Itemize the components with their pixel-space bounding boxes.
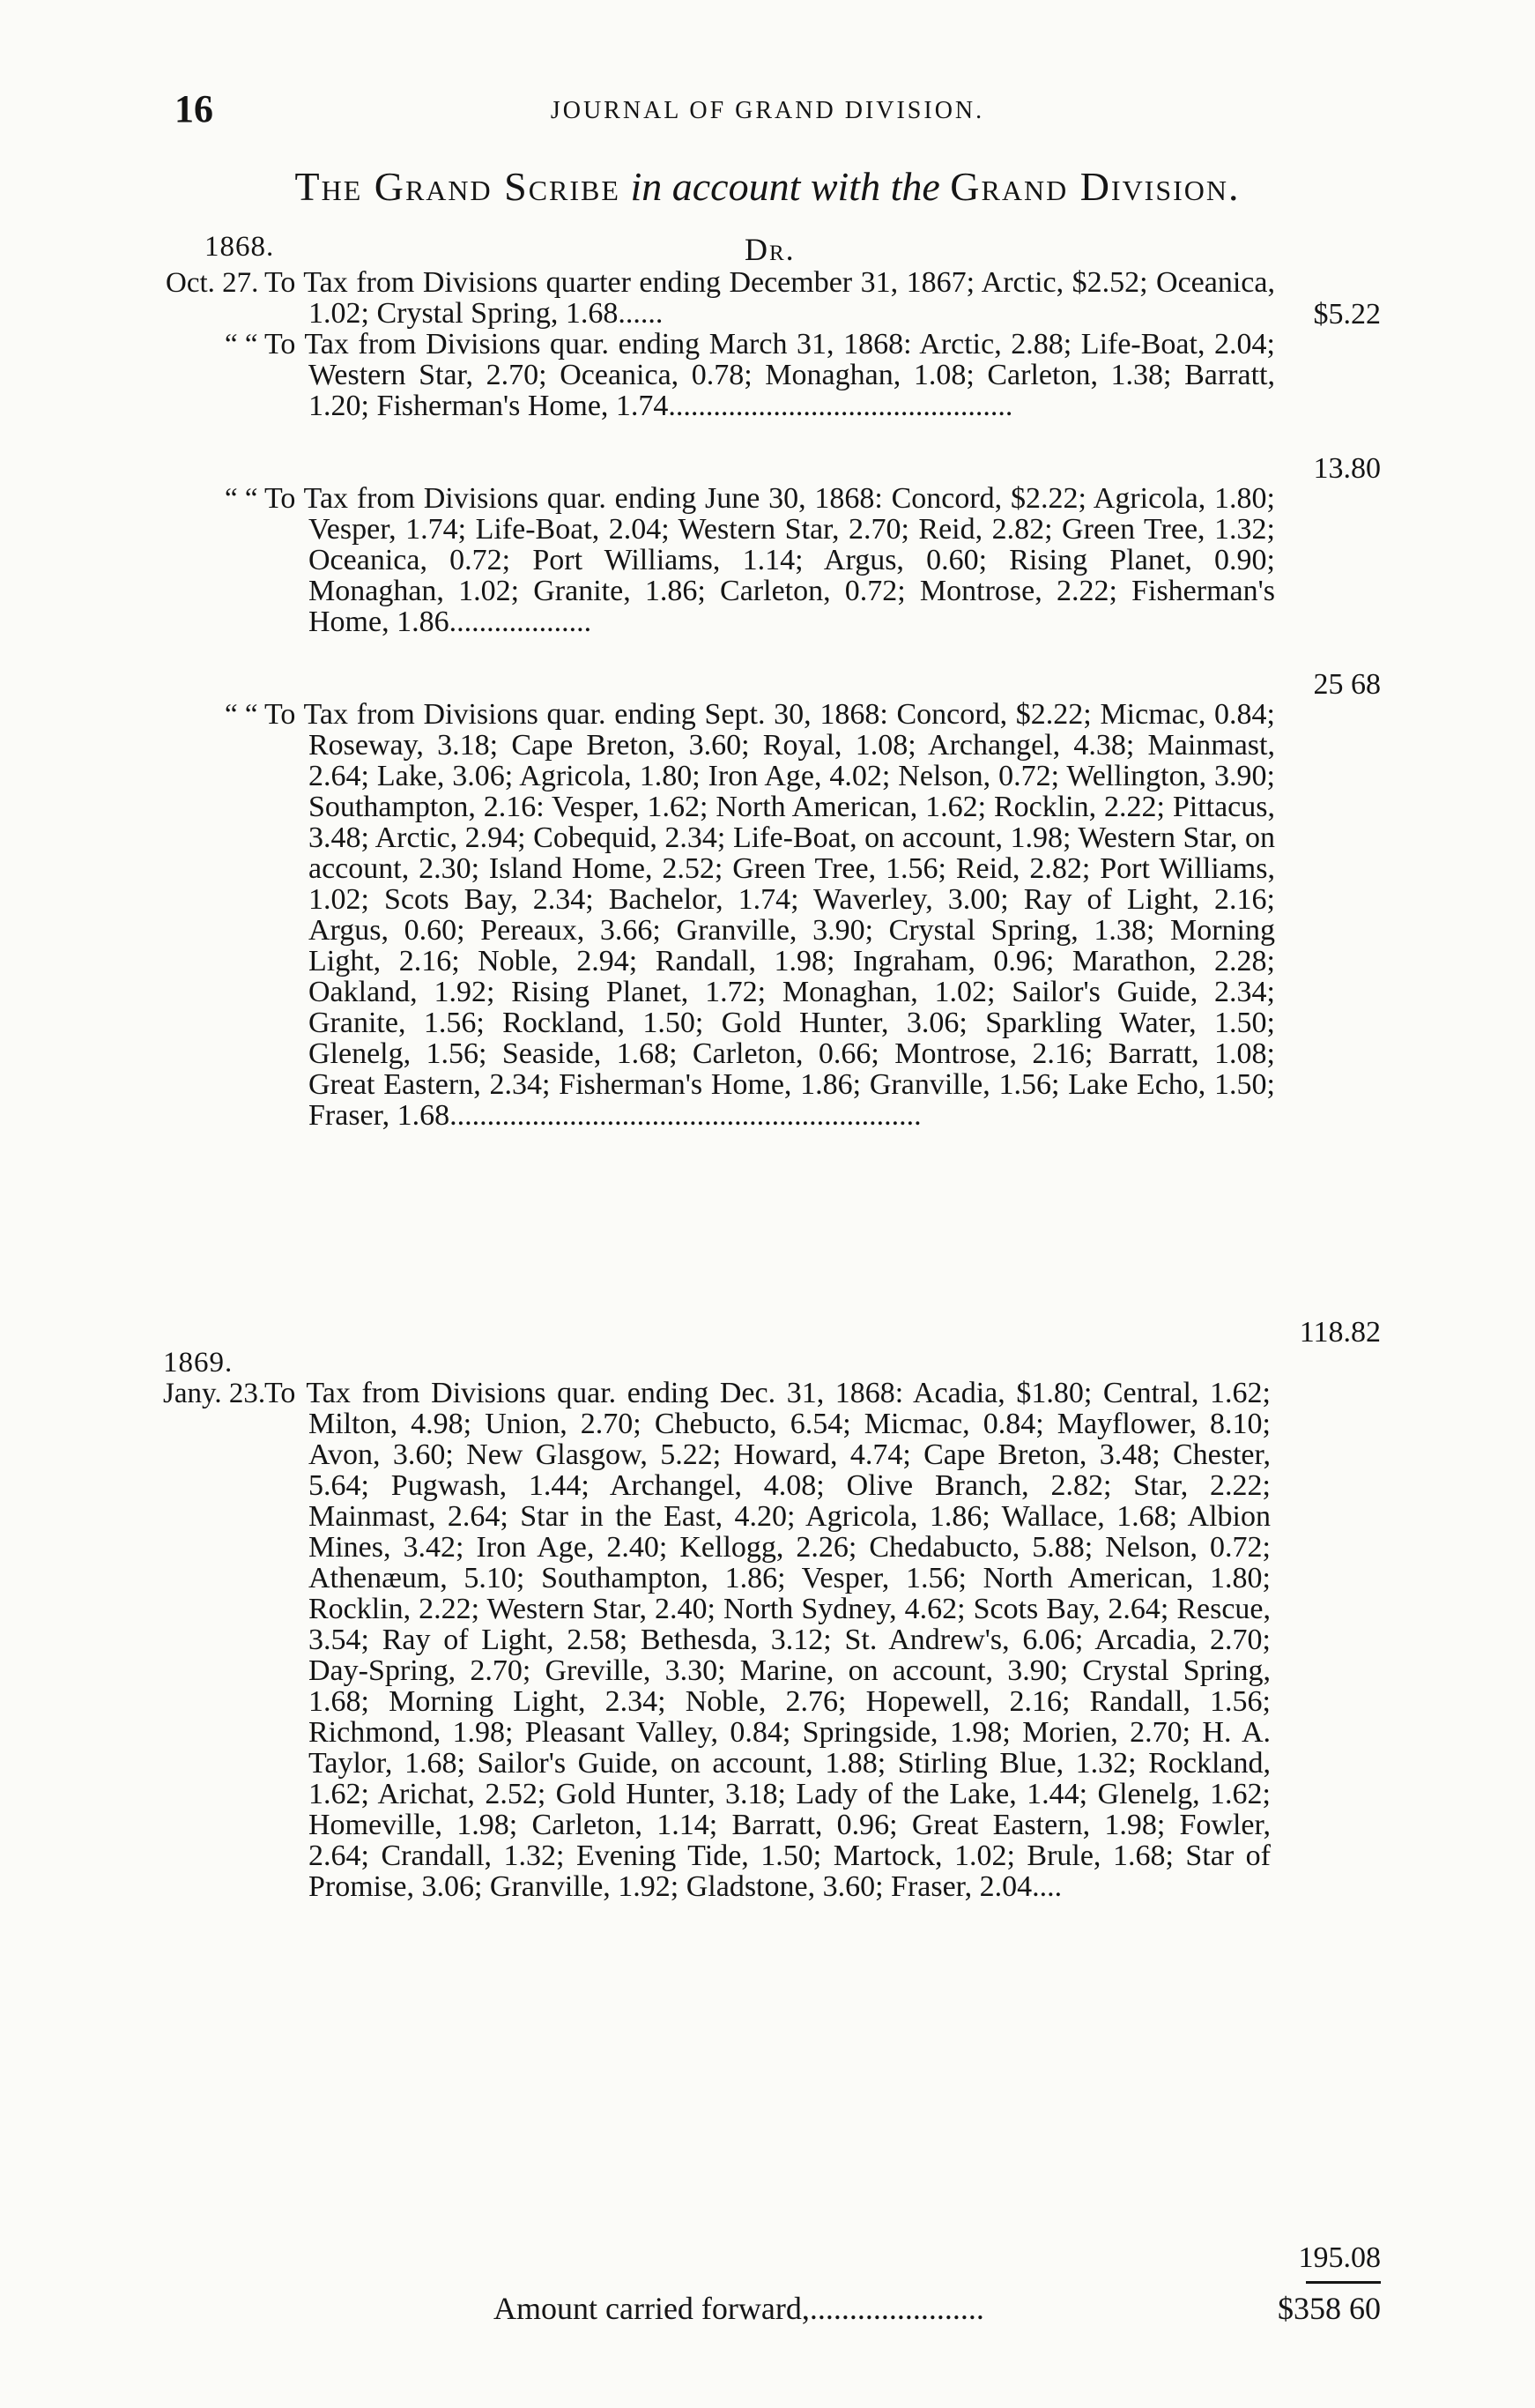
carried-forward-label: Amount carried forward,......................	[493, 2291, 984, 2326]
entry-amount: 13.80	[1313, 452, 1381, 485]
ledger-entry	[264, 267, 1381, 329]
ledger-entry	[264, 483, 1381, 637]
year-1868: 1868.	[204, 231, 275, 263]
title-part-3: Grand Division.	[950, 164, 1241, 209]
entry-text: To Tax from Divisions quar. ending Sept. 30, 1868: Concord, $2.22; Micmac, 0.84; Roseway, 3.18; Cape Breton, 3.60; Royal, 1.08; Archangel, 4.38; Mainmast, 2.64; Lake, 3.06; Agricola, 1.80; Iron Age, 4.02; Nelson, 0.72; Wellington, 3.90; Southampton, 2.16: Vesper, 1.62; North American, 1.62; Rocklin, 2.22; Pittacus, 3.48; Arctic, 2.94; Cobequid, 2.34; Life-Boat, on account, 1.98; Western Star, on account, 2.30; Island Home, 2.52; Green Tree, 1.56; Reid, 2.82; Port Williams, 1.02; Scots Bay, 2.34; Bachelor, 1.74; Waverley, 3.00; Ray of Light, 2.16; Argus, 0.60; Pereaux, 3.66; Granville, 3.90; Crystal Spring, 1.38; Morning Light, 2.16; Noble, 2.94; Randall, 1.98; Ingraham, 0.96; Marathon, 2.28; Oakland, 1.92; Rising Planet, 1.72; Monaghan, 1.02; Sailor's Guide, 2.34; Granite, 1.56; Rockland, 1.50; Gold Hunter, 3.06; Sparkling Water, 1.50; Glenelg, 1.56; Seaside, 1.68; Carleton, 0.66; Montrose, 2.16; Barratt, 1.08; Great Eastern, 2.34; Fisherman's Home, 1.86; Granville, 1.56; Lake Echo, 1.50; Fraser, 1.68...............................................................	[264, 698, 1275, 1132]
entry-date: Jany. 23.	[163, 1378, 266, 1409]
account-title	[0, 163, 1535, 210]
entry-text: To Tax from Divisions quar. ending March 31, 1868: Arctic, 2.88; Life-Boat, 2.04; Western Star, 2.70; Oceanica, 0.78; Monaghan, 1.08; Carleton, 1.38; Barratt, 1.20; Fisherman's Home, 1.74..............................................	[264, 328, 1275, 422]
entry-date: “ “	[225, 699, 258, 731]
title-part-2: in account with the	[630, 164, 940, 209]
entry-date: Oct. 27.	[166, 267, 259, 299]
entry-amount: $5.22	[1313, 298, 1381, 331]
entry-text: To Tax from Divisions quar. ending Dec. 31, 1868: Acadia, $1.80; Central, 1.62; Milton, 4.98; Union, 2.70; Chebucto, 6.54; Micmac, 0.84; Mayflower, 8.10; Avon, 3.60; New Glasgow, 5.22; Howard, 4.74; Cape Breton, 3.48; Chester, 5.64; Pugwash, 1.44; Archangel, 4.08; Olive Branch, 2.82; Star, 2.22; Mainmast, 2.64; Star in the East, 4.20; Agricola, 1.86; Wallace, 1.68; Albion Mines, 3.42; Iron Age, 2.40; Kellogg, 2.26; Chedabucto, 5.88; Nelson, 0.72; Athenæum, 5.10; Southampton, 1.86; Vesper, 1.56; North American, 1.80; Rocklin, 2.22; Western Star, 2.40; North Sydney, 4.62; Scots Bay, 2.64; Rescue, 3.54; Ray of Light, 2.58; Bethesda, 3.12; St. Andrew's, 6.06; Arcadia, 2.70; Day-Spring, 2.70; Greville, 3.30; Marine, on account, 3.90; Crystal Spring, 1.68; Morning Light, 2.34; Noble, 2.76; Hopewell, 2.16; Randall, 1.56; Richmond, 1.98; Pleasant Valley, 0.84; Springside, 1.98; Morien, 2.70; H. A. Taylor, 1.68; Sailor's Guide, on account, 1.88; Stirling Blue, 1.32; Rockland, 1.62; Arichat, 2.52; Gold Hunter, 3.18; Lady of the Lake, 1.44; Glenelg, 1.62; Homeville, 1.98; Carleton, 1.14; Barratt, 0.96; Great Eastern, 1.98; Fowler, 2.64; Crandall, 1.32; Evening Tide, 1.50; Martock, 1.02; Brule, 1.68; Star of Promise, 3.06; Granville, 1.92; Gladstone, 3.60; Fraser, 2.04....	[264, 1377, 1271, 1903]
debit-heading: Dr.	[745, 232, 796, 267]
entry-amount: 118.82	[1299, 1316, 1381, 1349]
year-1869: 1869.	[163, 1347, 234, 1379]
ledger-entry	[264, 1378, 1381, 1902]
entry-text: To Tax from Divisions quar. ending June 30, 1868: Concord, $2.22; Agricola, 1.80; Vesper, 1.74; Life-Boat, 2.04; Western Star, 2.70; Reid, 2.82; Green Tree, 1.32; Oceanica, 0.72; Port Williams, 1.14; Argus, 0.60; Rising Planet, 0.90; Monaghan, 1.02; Granite, 1.86; Carleton, 0.72; Montrose, 2.22; Fisherman's Home, 1.86...................	[264, 482, 1275, 638]
entry-text: To Tax from Divisions quarter ending December 31, 1867; Arctic, $2.52; Oceanica, 1.02; Crystal Spring, 1.68......	[264, 266, 1275, 330]
entry-date: “ “	[225, 483, 258, 515]
entry-date: “ “	[225, 329, 258, 360]
running-head: JOURNAL OF GRAND DIVISION.	[550, 97, 985, 124]
carried-forward-line	[493, 2290, 1381, 2327]
entry-amount: 195.08	[1298, 2241, 1381, 2274]
total-rule	[1306, 2281, 1381, 2284]
ledger-entry	[264, 699, 1381, 1131]
ledger-entry	[264, 329, 1381, 421]
page-number: 16	[174, 87, 213, 130]
entry-amount: 25 68	[1313, 668, 1381, 701]
carried-forward-amount: $358 60	[1278, 2291, 1381, 2326]
title-part-1: The Grand Scribe	[294, 164, 620, 209]
